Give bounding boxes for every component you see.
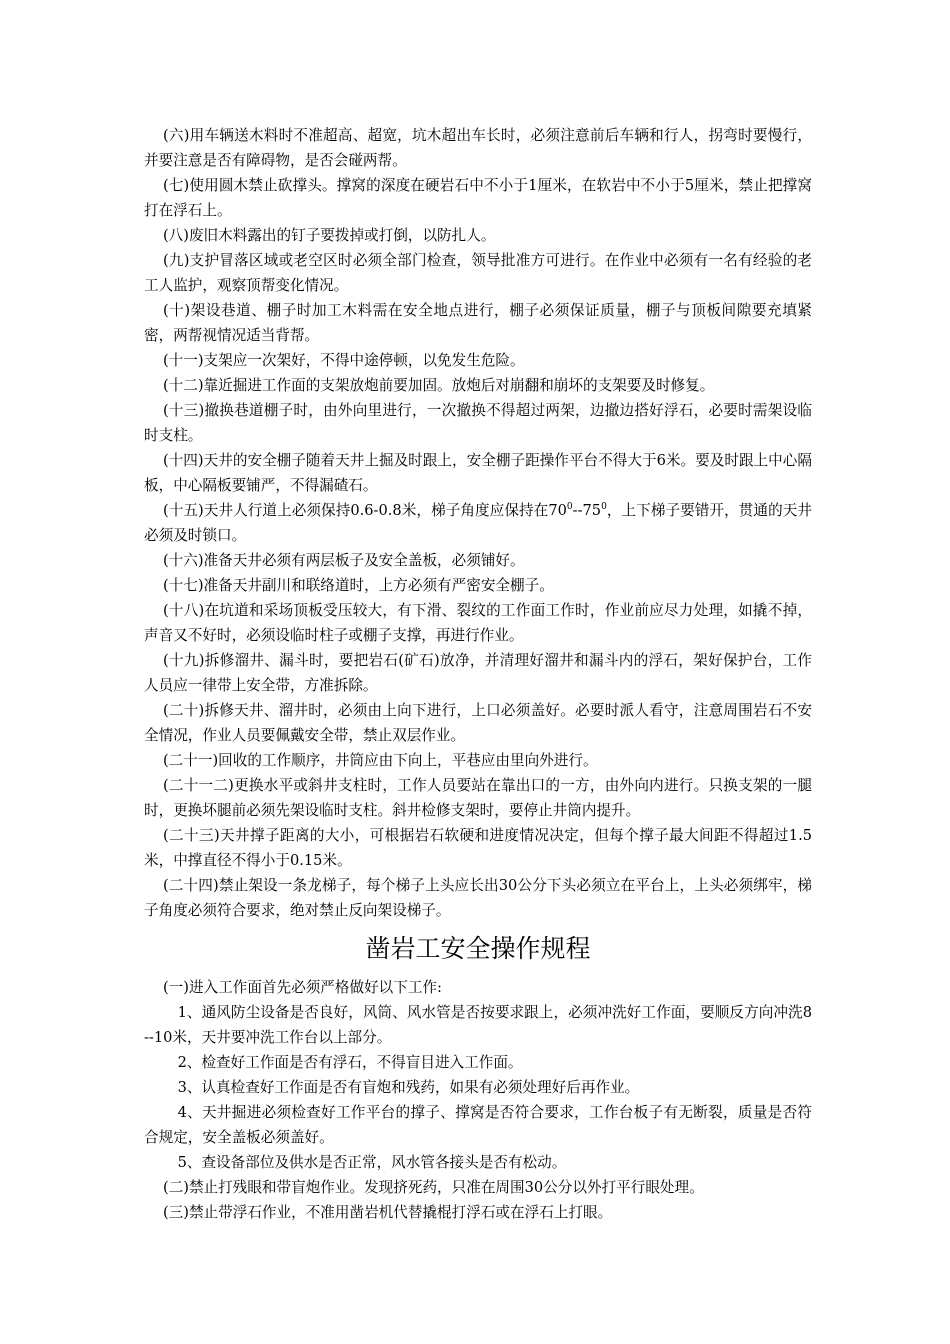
rule-paragraph: (二十一)回收的工作顺序，井筒应由下向上，平巷应由里向外进行。: [162, 752, 598, 769]
rule-paragraph: (十六)准备天井必须有两层板子及安全盖板，必须铺好。: [162, 552, 525, 569]
rule-15-text-b: --75: [572, 502, 602, 519]
rule-15-text-c: ，上下梯子要错开，贯通的天井必须及时锁口。: [144, 502, 812, 544]
checklist-item: 1、通风防尘设备是否良好，风筒、风水管是否按要求跟上，必须冲洗好工作面，要顺反方向冲洗8--10米，天井要冲洗工作台以上部分。: [144, 1004, 812, 1046]
document-page: [144, 123, 812, 1225]
checklist-item: 3、认真检查好工作面是否有盲炮和残药，如果有必须处理好后再作业。: [177, 1079, 640, 1096]
checklist-item: 2、检查好工作面是否有浮石，不得盲目进入工作面。: [177, 1054, 523, 1071]
rule-paragraph: (二十四)禁止架设一条龙梯子，每个梯子上头应长出30公分下头必须立在平台上，上头必须绑牢，梯子角度必须符合要求，绝对禁止反向架设梯子。: [144, 877, 812, 919]
rule-paragraph: (十四)天井的安全棚子随着天井上掘及时跟上，安全棚子距操作平台不得大于6米。要及时跟上中心隔板，中心隔板要铺严，不得漏碴石。: [144, 452, 812, 494]
rule-paragraph: (十二)靠近掘进工作面的支架放炮前要加固。放炮后对崩翻和崩坏的支架要及时修复。: [162, 377, 715, 394]
rule-paragraph: (三)禁止带浮石作业，不准用凿岩机代替撬棍打浮石或在浮石上打眼。: [162, 1204, 613, 1221]
section-drilling-rules: [144, 975, 812, 1225]
rule-paragraph: (十三)撤换巷道棚子时，由外向里进行，一次撤换不得超过两架，边撤边搭好浮石，必要时需架设临时支柱。: [144, 402, 812, 444]
rule-15-text-a: (十五)天井人行道上必须保持0.6-0.8米，梯子角度应保持在70: [162, 502, 567, 519]
rule-paragraph: (二十)拆修天井、溜井时，必须由上向下进行，上口必须盖好。必要时派人看守，注意周围岩石不安全情况，作业人员要佩戴安全带，禁止双层作业。: [144, 702, 812, 744]
rule-paragraph: (一)进入工作面首先必须严格做好以下工作:: [162, 979, 442, 996]
rule-paragraph: (二)禁止打残眼和带盲炮作业。发现挤死药，只准在周围30公分以外打平行眼处理。: [162, 1179, 704, 1196]
rule-paragraph: (十)架设巷道、棚子时加工木料需在安全地点进行，棚子必须保证质量，棚子与顶板间隙要充填紧密，两帮视情况适当背帮。: [144, 302, 812, 344]
rule-paragraph: (八)废旧木料露出的钉子要拨掉或打倒，以防扎人。: [162, 227, 496, 244]
rule-paragraph: (二十三)天井撑子距离的大小，可根据岩石软硬和进度情况决定，但每个撑子最大间距不得超过1.5米，中撑直径不得小于0.15米。: [144, 827, 812, 869]
checklist-item: 5、查设备部位及供水是否正常，风水管各接头是否有松动。: [177, 1154, 567, 1171]
rule-paragraph: (十一)支架应一次架好，不得中途停顿，以免发生危险。: [162, 352, 525, 369]
rule-paragraph: (二十一二)更换水平或斜井支柱时，工作人员要站在靠出口的一方，由外向内进行。只换支架的一腿时，更换坏腿前必须先架设临时支柱。斜井检修支架时，要停止井筒内提升。: [144, 777, 812, 819]
rule-paragraph-15: [144, 498, 812, 548]
section-title: 凿岩工安全操作规程: [365, 934, 591, 963]
rule-paragraph: (十九)拆修溜井、漏斗时，要把岩石(矿石)放净，并清理好溜井和漏斗内的浮石，架好保护台，工作人员应一律带上安全带，方准拆除。: [144, 652, 812, 694]
rule-paragraph: (十七)准备天井副川和联络道时，上方必须有严密安全棚子。: [162, 577, 554, 594]
degree-superscript: 0: [601, 502, 607, 513]
section-carpentry-rules: [144, 123, 812, 923]
rule-paragraph: (十八)在坑道和采场顶板受压较大，有下滑、裂纹的工作面工作时，作业前应尽力处理，如撬不掉，声音又不好时，必须设临时柱子或棚子支撑，再进行作业。: [144, 602, 812, 644]
rule-paragraph: (六)用车辆送木料时不准超高、超宽，坑木超出车长时，必须注意前后车辆和行人，拐弯时要慢行，并要注意是否有障碍物，是否会碰两帮。: [144, 127, 812, 169]
rule-paragraph: (九)支护冒落区域或老空区时必须全部门检查，领导批准方可进行。在作业中必须有一名有经验的老工人监护，观察顶帮变化情况。: [144, 252, 812, 294]
rule-paragraph: (七)使用圆木禁止砍撑头。撑窝的深度在硬岩石中不小于1厘米，在软岩中不小于5厘米，禁止把撑窝打在浮石上。: [144, 177, 812, 219]
degree-superscript: 0: [566, 502, 573, 513]
checklist-item: 4、天井掘进必须检查好工作平台的撑子、撑窝是否符合要求，工作台板子有无断裂，质量是否符合规定，安全盖板必须盖好。: [144, 1104, 812, 1146]
